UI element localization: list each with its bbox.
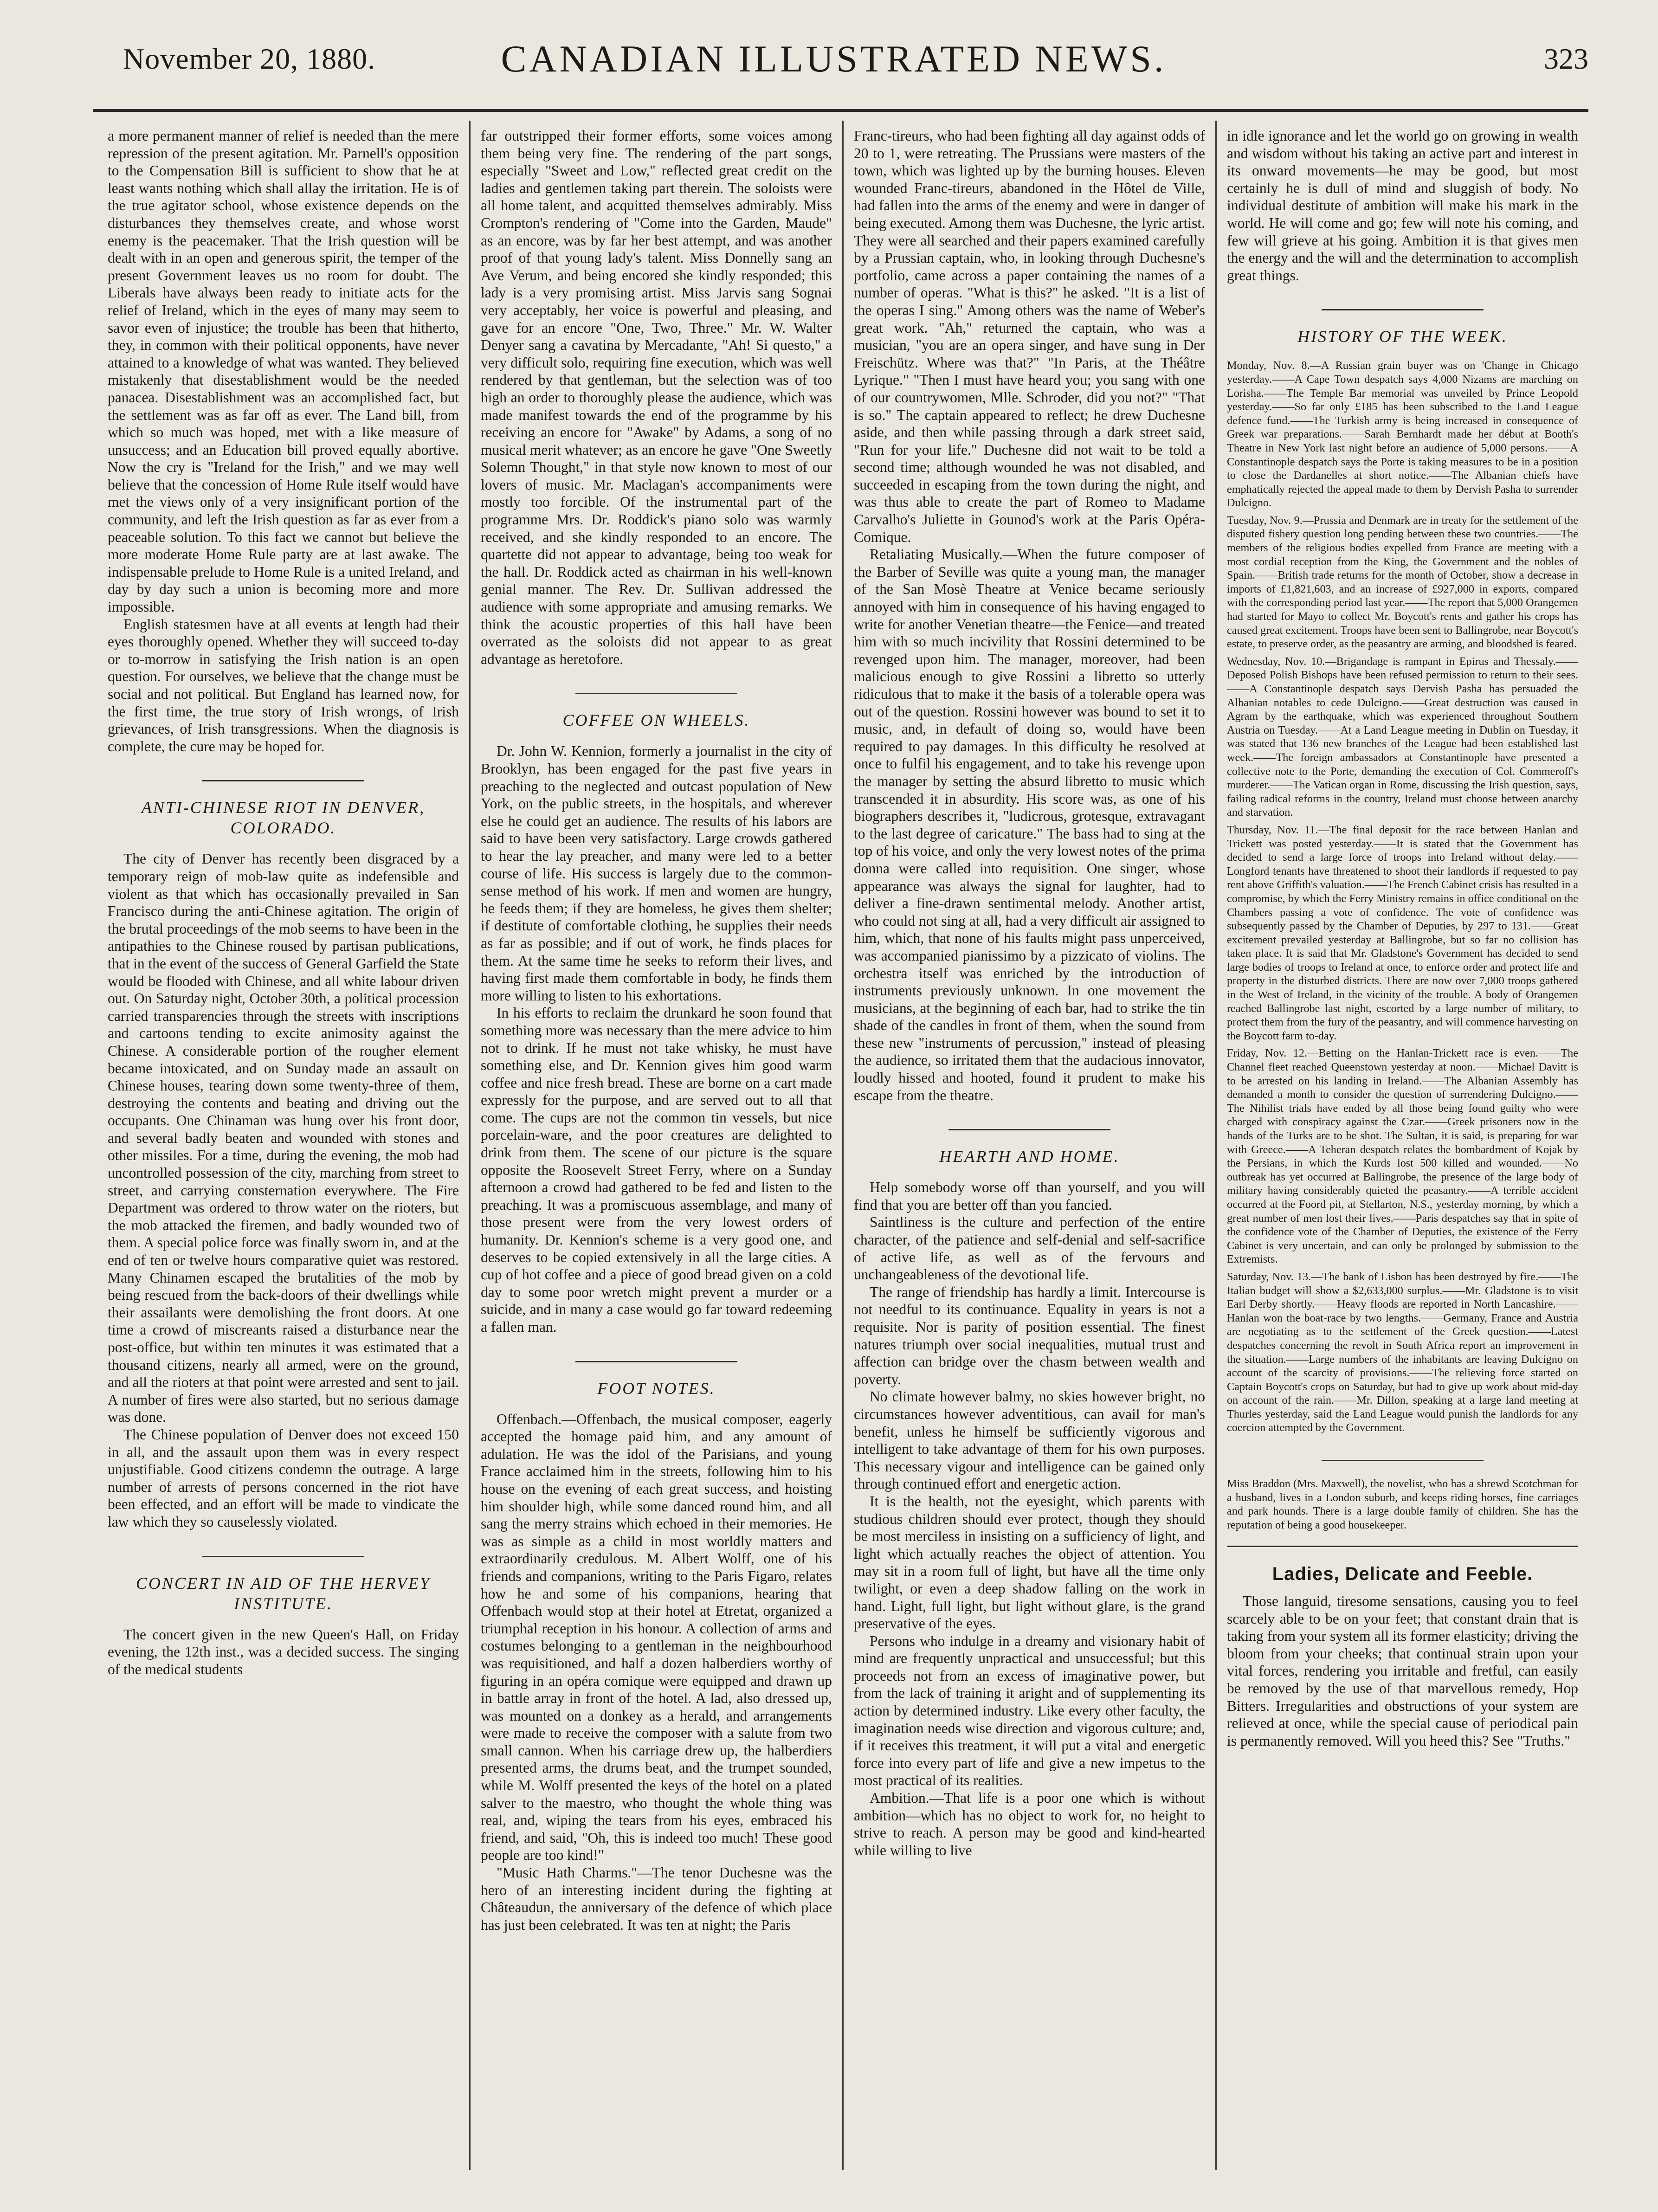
article-paragraph: Saintliness is the culture and perfection of the entire character, of the patience and self-denial and self-sacrifice of active life, as well as of the fervours and unchangeableness of the devotional life.: [854, 1214, 1205, 1283]
advertisement-text: Those languid, tiresome sensations, causing you to feel scarcely able to be on your feet; that constant drain that is taking from your system all its former elasticity; driving the bloom from your cheeks; that continual strain upon your vital forces, rendering you irritable and fretful, can easily be removed by the use of that marvellous remedy, Hop Bitters. Irregularities and obstructions of your system are relieved at once, while the special cause of periodical pain is permanently removed. Will you heed this? See "Truths.": [1227, 1593, 1578, 1749]
history-item-saturday: Saturday, Nov. 13.—The bank of Lisbon has been destroyed by fire.——The Italian budget will show a $2,633,000 surplus.——Mr. Gladstone is to visit Earl Derby shortly.——Heavy floods are reported in North Lancashire.——Hanlan won the boat-race by two lengths.——Germany, France and Austria are negotiating as to the settlement of the Greek question.——Latest despatches concerning the revolt in South Africa report an improvement in the situation.——Large numbers of the inhabitants are leaving Dulcigno on account of the scarcity of provisions.——The relieving force started on Captain Boycott's crops on Saturday, but had to give up work about mid-day on account of the rain.——Mr. Dillon, speaking at a large land meeting at Thurles yesterday, said the Land League would punish the landlords for any coercion attempted by the Government.: [1227, 1270, 1578, 1434]
article-paragraph: No climate however balmy, no skies however bright, no circumstances however adventitious, can avail for man's benefit, unless he himself be sufficiently vigorous and intelligent to take advantage of them for his own purposes. This necessary vigour and intelligence can be gained only through continued effort and energetic action.: [854, 1388, 1205, 1492]
article-paragraph: The range of friendship has hardly a limit. Intercourse is not needful to its continuance. Equality in years is not a requisite. Nor is parity of position essential. The finest natures triumph over social inequalities, mutual trust and affection can bridge over the chasm between wealth and poverty.: [854, 1283, 1205, 1387]
section-rule: [575, 693, 737, 694]
article-paragraph: Franc-tireurs, who had been fighting all day against odds of 20 to 1, were retreating. The Prussians were masters of the town, which was lighted up by the burning houses. Eleven wounded Franc-tireurs, abandoned in the Hôtel de Ville, had fallen into the arms of the enemy and were in danger of being executed. Among them was Duchesne, the lyric artist. They were all searched and their papers examined carefully by a Prussian captain, who, in looking through Duchesne's portfolio, came across a paper containing the names of a number of operas. "What is this?" he asked. "It is a list of the operas I sing." Among others was the name of Weber's great work. "Ah," returned the captain, who was a musician, "you are an opera singer, and have sung in Der Freischütz. Where was that?" "In Paris, at the Théâtre Lyrique." "Then I must have heard you; you sang with one of our countrywomen, Mlle. Schroder, did you not?" "That is so." The captain appeared to reflect; he drew Duchesne aside, and then while passing through a dark street said, "Run for your life." Duchesne did not wait to be told a second time; although wounded he was not disabled, and succeeded in escaping from the town during the night, and was thus able to create the part of Romeo to Madame Carvalho's Juliette in Gounod's work at the Paris Opéra-Comique.: [854, 128, 1205, 545]
masthead-title: CANADIAN ILLUSTRATED NEWS.: [501, 38, 1167, 80]
column-1: [97, 121, 471, 2170]
article-paragraph: Ambition.—That life is a poor one which is without ambition—which has no object to work for, no height to strive to reach. A person may be good and kind-hearted while willing to live: [854, 1790, 1205, 1858]
columns: [97, 121, 1588, 2170]
section-rule: [948, 1129, 1110, 1130]
article-paragraph: It is the health, not the eyesight, which parents with studious children should ever protect, though they should be most merciless in insisting on a sufficiency of light, and light which actually reaches the object of attention. You may sit in a room full of light, but have all the time only twilight, or even a deep shadow falling on the work in hand. Light, full light, but light without glare, is the grand preservative of the eyes.: [854, 1493, 1205, 1632]
history-item-wednesday: Wednesday, Nov. 10.—Brigandage is rampant in Epirus and Thessaly.——Deposed Polish Bishops have been refused permission to return to their sees.——A Constantinople despatch says Dervish Pasha has persuaded the Albanian notables to cede Dulcigno.——Great destruction was caused in Agram by the earthquake, which was experienced throughout Southern Austria on Tuesday.——At a Land League meeting in Dublin on Tuesday, it was stated that 136 new branches of the League had been established last week.——The foreign ambassadors at Constantinople have presented a collective note to the Porte, demanding the execution of Col. Commeroff's murderer.——The Vatican organ in Rome, discussing the Irish question, says, failing radical reforms in the country, Ireland must choose between anarchy and starvation.: [1227, 655, 1578, 819]
page-header: [79, 19, 1588, 88]
section-rule: [1322, 309, 1483, 310]
advertisement-rule: [1227, 1546, 1578, 1547]
article-paragraph: English statesmen have at all events at length had their eyes thoroughly opened. Whether they will succeed to-day or to-morrow in satisfying the Irish nation is an open question. For ourselves, we believe that the change must be social and not political. But England has learned now, for the first time, the true story of Irish wrongs, of Irish grievances, of Irish transgressions. When the diagnosis is complete, the cure may be hoped for.: [108, 616, 459, 755]
section-rule: [202, 780, 364, 781]
history-item-tuesday: Tuesday, Nov. 9.—Prussia and Denmark are in treaty for the settlement of the disputed fishery question long pending between these two countries.——The members of the religious bodies expelled from France are meeting with a most cordial reception from the King, the Government and the nobles of Spain.——British trade returns for the month of October, show a decrease in imports of £1,821,603, and an increase of £927,000 in exports, compared with the corresponding period last year.——The report that 5,000 Orangemen had started for Mayo to collect Mr. Boycott's rents and gather his crops has caused great excitement. Troops have been sent to Ballingrobe, near Boycott's estate, to preserve order, as the peasantry are arming, and bloodshed is feared.: [1227, 514, 1578, 651]
history-item-monday: Monday, Nov. 8.—A Russian grain buyer was on 'Change in Chicago yesterday.——A Cape Town despatch says 4,000 Nizams are marching on Lorisha.——The Temple Bar memorial was unveiled by Prince Leopold yesterday.——So far only £185 has been subscribed to the Land League defence fund.——The Turkish army is being increased in consequence of Greek war preparations.——Sarah Bernhardt made her début at Booth's Theatre in New York last night before an audience of 5,000 persons.——A Constantinople despatch says the Porte is taking measures to be in a position to close the Dardanelles at short notice.——The Albanian chiefs have emphatically rejected the appeal made to them by Dervish Pasha to surrender Dulcigno.: [1227, 359, 1578, 509]
article-paragraph: Help somebody worse off than yourself, and you will find that you are better off than you fancied.: [854, 1179, 1205, 1213]
header-rule: [93, 109, 1588, 112]
article-paragraph: The Chinese population of Denver does not exceed 150 in all, and the assault upon them was in every respect unjustifiable. Good citizens condemn the outrage. A large number of arrests of persons concerned in the riot have been effected, and an effort will be made to vindicate the law which they so causelessly violated.: [108, 1426, 459, 1530]
section-rule: [202, 1556, 364, 1557]
article-paragraph: In his efforts to reclaim the drunkard he soon found that something more was necessary than the mere advice to him not to drink. If he must not take whisky, he must have something else, and Dr. Kennion gives him good warm coffee and nice fresh bread. These are borne on a cart made expressly for the purpose, and are served out to all that come. The cups are not the common tin vessels, but nice porcelain-ware, and the poor creatures are delighted to drink from them. The scene of our picture is the square opposite the Roosevelt Street Ferry, where on a Sunday afternoon a crowd had gathered to be fed and listen to the preaching. It was a promiscuous assemblage, and many of those present were from the very lowest orders of humanity. Dr. Kennion's scheme is a very good one, and deserves to be copied extensively in all the large cities. A cup of hot coffee and a piece of good bread given on a cold day to some poor wretch might prevent a murder or a suicide, and in many a case would go far toward redeeming a fallen man.: [481, 1005, 832, 1335]
section-rule: [1322, 1460, 1483, 1461]
article-paragraph: in idle ignorance and let the world go on growing in wealth and wisdom without his taking an active part and interest in its onward movements—he may be good, but most certainly he is dull of mind and sluggish of body. No individual destitute of ambition will make his mark in the world. He will come and go; few will note his coming, and few will grieve at his going. Ambition it is that gives men the energy and the will and the determination to accomplish great things.: [1227, 128, 1578, 284]
article-paragraph: a more permanent manner of relief is needed than the mere repression of the present agitation. Mr. Parnell's opposition to the Compensation Bill is sufficient to show that he at least wants nothing which shall allay the irritation. He is of the true agitator school, whose existence depends on the disturbances they themselves create, and whose worst enemy is the peacemaker. That the Irish question will be dealt with in an open and generous spirit, the temper of the present Government leaves us no room for doubt. The Liberals have always been ready to initiate acts for the relief of Ireland, which in the eyes of many may seem to savor even of injustice; the trouble has been that hitherto, they, in common with their political opponents, have never attained to a knowledge of what was wanted. They believed mistakenly that disestablishment would be the needed panacea. Disestablishment was an accomplished fact, but the settlement was as far off as ever. The Land bill, from which so much was hoped, met with a like measure of unsuccess; and an Education bill proved equally abortive. Now the cry is "Ireland for the Irish," and we may well believe that the concession of Home Rule itself would have met the views only of a very insignificant portion of the community, and left the Irish question as far as ever from a peaceable solution. To this fact we cannot but believe the more moderate Home Rule party are at last awake. The indispensable prelude to Home Rule is a united Ireland, and day by day such a union is becoming more and more impossible.: [108, 128, 459, 615]
section-heading-denver-riot: ANTI-CHINESE RIOT IN DENVER, COLORADO.: [141, 798, 426, 838]
article-paragraph: far outstripped their former efforts, some voices among them being very fine. The rendering of the part songs, especially "Sweet and Low," reflected great credit on the ladies and gentlemen taking part therein. The soloists were all home talent, and acquitted themselves admirably. Miss Crompton's rendering of "Come into the Garden, Maude" as an encore, was by far her best attempt, and was another proof of that young lady's talent. Miss Donnelly sang an Ave Verum, and being encored she kindly responded; this lady is a very promising artist. Miss Jarvis sang Sognai very acceptably, her voice is powerful and pleasing, and gave for an encore "One, Two, Three." Mr. W. Walter Denyer sang a cavatina by Mercadante, "Ah! Si questo," a very difficult solo, requiring fine execution, which was well rendered by that gentleman, but the selection was of too high an order to thoroughly please the audience, which was made manifest towards the end of the programme by his receiving an encore for "Awake" by Adams, a song of no musical merit whatever; as an encore he gave "One Sweetly Solemn Thought," in that style now known to most of our lovers of music. Mr. Maclagan's accompaniments were mostly too forcible. Of the instrumental part of the programme Mrs. Dr. Roddick's piano solo was warmly received, and she kindly responded to an encore. The quartette did not appear to advantage, being too weak for the hall. Dr. Roddick acted as chairman in his well-known genial manner. The Rev. Dr. Sullivan addressed the audience with some appropriate and amusing remarks. We think the acoustic properties of this hall have been overrated as the soloists did not appear to as great advantage as heretofore.: [481, 128, 832, 667]
section-heading-foot-notes: FOOT NOTES.: [597, 1379, 716, 1398]
section-rule: [575, 1361, 737, 1362]
article-paragraph: The concert given in the new Queen's Hall, on Friday evening, the 12th inst., was a decided success. The singing of the medical students: [108, 1626, 459, 1677]
page-number: 323: [1544, 42, 1588, 75]
article-paragraph: Offenbach.—Offenbach, the musical composer, eagerly accepted the homage paid him, and any amount of adulation. He was the idol of the Parisians, and young France acclaimed him in the streets, following him to his house on the evening of each great success, and hoisting him shoulder high, while some danced round him, and all sang the merry strains which echoed in their memories. He was as simple as a child in most worldly matters and extraordinarily credulous. M. Albert Wolff, one of his friends and companions, writing to the Paris Figaro, relates how he and some of his companions, hearing that Offenbach would stop at their hotel at Etretat, organized a triumphal reception in his honour. A collection of arms and costumes belonging to a gentleman in the neighbourhood was requisitioned, and half a dozen halberdiers worthy of figuring in an opéra comique were equipped and drawn up in battle array in front of the hotel. A lad, also dressed up, was mounted on a donkey as a herald, and arrangements were made to receive the composer with a salute from two small cannon. When his carriage drew up, the halberdiers presented arms, the drums beat, and the trumpet sounded, while M. Wolff presented the keys of the hotel on a plated salver to the maestro, who thought the whole thing was real, and, wiping the tears from his eyes, embraced his friend, and said, "Oh, this is indeed too much! These good people are too kind!": [481, 1411, 832, 1864]
column-2: [471, 121, 844, 2170]
section-heading-hearth-and-home: HEARTH AND HOME.: [939, 1147, 1120, 1166]
column-3: [844, 121, 1217, 2170]
issue-date: November 20, 1880.: [123, 42, 376, 75]
section-heading-concert: CONCERT IN AID OF THE HERVEY INSTITUTE.: [135, 1574, 431, 1613]
column-4: [1217, 121, 1588, 2170]
section-heading-history-of-the-week: HISTORY OF THE WEEK.: [1297, 327, 1508, 346]
braddon-note: Miss Braddon (Mrs. Maxwell), the novelist, who has a shrewd Scotchman for a husband, lives in a London suburb, and keeps riding horses, fine carriages and park hounds. There is a large double family of children. She has the reputation of being a good housekeeper.: [1227, 1477, 1578, 1531]
article-paragraph: Persons who indulge in a dreamy and visionary habit of mind are frequently unpractical and unsuccessful; but this proceeds not from an excess of imaginative power, but from the lack of training it aright and of supplementing its action by determined industry. Like every other faculty, the imagination needs wise direction and vigorous culture; and, if it receives this treatment, it will put a vital and energetic force into every part of life and give a new impetus to the most practical of its realities.: [854, 1632, 1205, 1789]
advertisement-heading: Ladies, Delicate and Feeble.: [1272, 1564, 1533, 1585]
article-paragraph: Retaliating Musically.—When the future composer of the Barber of Seville was quite a young man, the manager of the San Mosè Theatre at Venice became seriously annoyed with him in consequence of his having engaged to write for another Venetian theatre—the Fenice—and treated him with so much incivility that Rossini determined to be revenged upon him. The manager, moreover, had been malicious enough to give Rossini a libretto so utterly ridiculous that to make it the basis of a tolerable opera was out of the question. Rossini however was bound to set it to music, and, in default of doing so, would have been required to pay damages. In this difficulty he resolved at once to fulfil his engagement, and to take his revenge upon the manager by setting the absurd libretto to music which transcended it in absurdity. His score was, as one of his biographers describes it, "ludicrous, grotesque, extravagant to the last degree of caricature." The bass had to sing at the top of his voice, and only the very lowest notes of the prima donna were called into requisition. One singer, whose appearance was always the signal for laughter, had to deliver a fine-drawn sentimental melody. Another artist, who could not sing at all, had a very difficult air assigned to him, which, that none of his faults might pass unperceived, was accompanied pianissimo by a pizzicato of violins. The orchestra itself was enriched by the introduction of instruments previously unknown. In one movement the musicians, at the beginning of each bar, had to strike the tin shade of the candles in front of them, when the sound from these new "instruments of percussion," instead of pleasing the audience, so irritated them that the audacious innovator, loudly hissed and hooted, found it prudent to make his escape from the theatre.: [854, 546, 1205, 1103]
history-item-friday: Friday, Nov. 12.—Betting on the Hanlan-Trickett race is even.——The Channel fleet reached Queenstown yesterday at noon.——Michael Davitt is to be arrested on his landing in Ireland.——The Albanian Assembly has demanded a month to consider the question of surrendering Dulcigno.——The Nihilist trials have ended by all those being found guilty who were charged with conspiracy against the Czar.——Greek prisoners now in the hands of the Turks are to be shot. The Sultan, it is said, is preparing for war with Greece.——A Teheran despatch relates the bombardment of Kojak by the Persians, in which the Kurds lost 500 killed and wounded.——No outbreak has yet occurred at Ballingrobe, the presence of the large body of military having considerably quieted the peasantry.——A terrible accident occurred at the Foord pit, at Stellarton, N.S., yesterday morning, by which a great number of men lost their lives.——Paris despatches say that in spite of the confidence vote of the Chamber of Deputies, the existence of the Ferry Cabinet is very uncertain, and can only be prolonged by submission to the Extremists.: [1227, 1047, 1578, 1266]
section-heading-coffee-on-wheels: COFFEE ON WHEELS.: [562, 711, 750, 730]
history-item-thursday: Thursday, Nov. 11.—The final deposit for the race between Hanlan and Trickett was posted yesterday.——It is stated that the Government has decided to send a large force of troops into Ireland without delay.——Longford tenants have threatened to shoot their landlords if requested to pay rent above Griffith's valuation.——The French Cabinet crisis has resulted in a compromise, by which the Ferry Ministry remains in office conditional on the Chambers passing a vote of confidence. The vote of confidence was subsequently passed by the Chamber of Deputies, by 297 to 131.——Great excitement prevailed yesterday at Ballingrobe, but so far no collision has taken place. It is said that Mr. Gladstone's Government has decided to send large bodies of troops to Ireland at once, to enforce order and protect life and property in the disturbed districts. There are now over 7,000 troops gathered in the West of Ireland, in the vicinity of the trouble. A body of Orangemen reached Ballingrobe last night, escorted by a large number of military, to protect them from the fury of the peasantry, and will commence harvesting on the Boycott farm to-day.: [1227, 823, 1578, 1042]
article-paragraph: Dr. John W. Kennion, formerly a journalist in the city of Brooklyn, has been engaged for the past five years in preaching to the neglected and outcast population of New York, on the public streets, in the hospitals, and wherever else he could get an audience. The results of his labors are said to have been very satisfactory. Large crowds gathered to hear the lay preacher, and many were led to a better course of life. His success is largely due to the common-sense method of his work. If men and women are hungry, he feeds them; if they are homeless, he gives them shelter; if destitute of comfortable clothing, he supplies their needs as far as possible; and if out of work, he finds places for them. At the same time he seeks to reform their lives, and having first made them comfortable in body, he finds them more willing to listen to his exhortations.: [481, 743, 832, 1004]
article-paragraph: "Music Hath Charms."—The tenor Duchesne was the hero of an interesting incident during the fighting at Châteaudun, the anniversary of the defence of which place has just been celebrated. It was ten at night; the Paris: [481, 1864, 832, 1933]
article-paragraph: The city of Denver has recently been disgraced by a temporary reign of mob-law quite as indefensible and violent as that which has occasionally prevailed in San Francisco during the anti-Chinese agitation. The origin of the brutal proceedings of the mob seems to have been in the antipathies to the Chinese roused by partisan publications, that in the event of the success of General Garfield the State would be flooded with Chinese, and all white labour driven out. On Saturday night, October 30th, a political procession carried transparencies through the streets with inscriptions and cartoons tending to excite animosity against the Chinese. A considerable portion of the rougher element became intoxicated, and on Sunday made an assault on Chinese houses, tearing down some twenty-three of them, destroying the contents and beating and driving out the occupants. One Chinaman was hung over his front door, and several badly beaten and wounded with stones and other missiles. For a time, during the evening, the mob had uncontrolled possession of the city, marching from street to street, and carrying consternation everywhere. The Fire Department was ordered to throw water on the rioters, but the mob attacked the firemen, and badly wounded two of them. A special police force was finally sworn in, and at the end of ten or twelve hours comparative quiet was restored. Many Chinamen escaped the brutalities of the mob by being rescued from the back-doors of their dwellings while their assailants were demolishing the front doors. At one time a crowd of miscreants raised a disturbance near the post-office, but within ten minutes it was estimated that a thousand citizens, nearly all armed, were on the ground, and all the rioters at that point were arrested and sent to jail. A number of fires were also started, but no serious damage was done.: [108, 851, 459, 1425]
